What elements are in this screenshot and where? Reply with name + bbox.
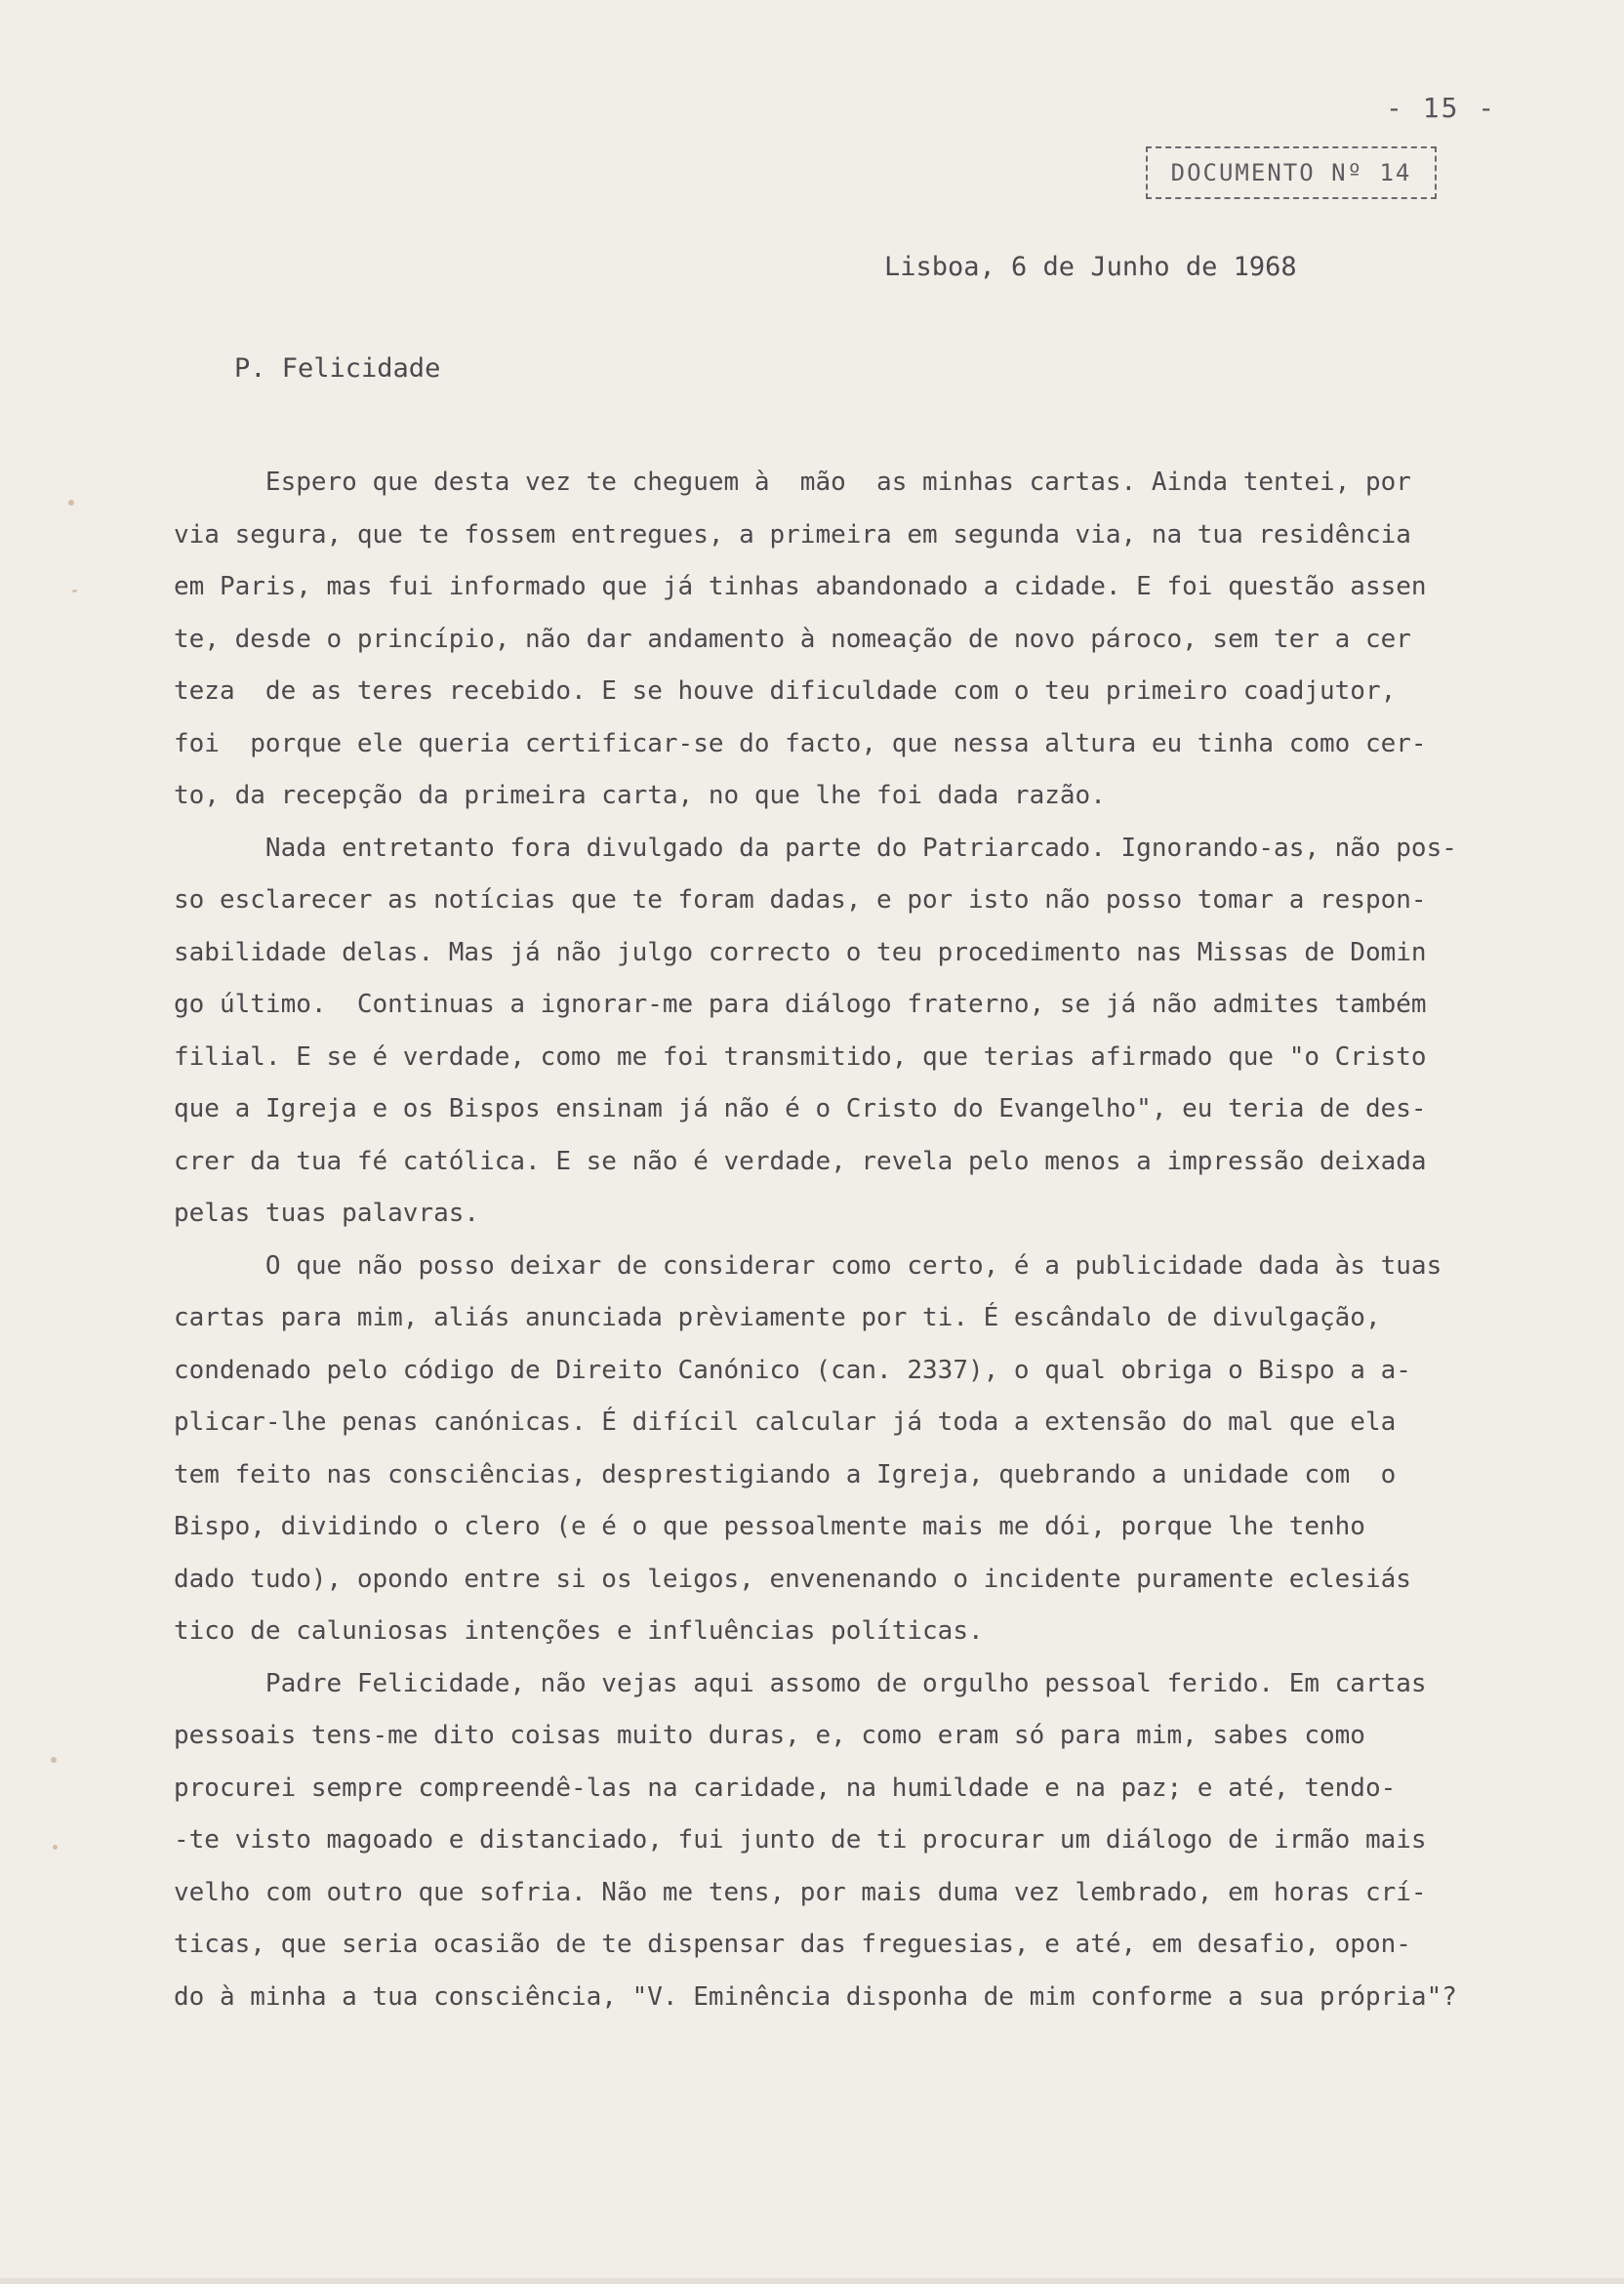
document-number-label: DOCUMENTO Nº 14 bbox=[1170, 159, 1412, 186]
letter-body bbox=[174, 457, 1457, 2023]
body-line: sabilidade delas. Mas já não julgo correcto o teu procedimento nas Missas de Domin bbox=[174, 937, 1427, 967]
body-line: to, da recepção da primeira carta, no que lhe foi dada razão. bbox=[174, 781, 1106, 810]
letter-date: Lisboa, 6 de Junho de 1968 bbox=[884, 252, 1297, 282]
body-line: Bispo, dividindo o clero (e é o que pessoalmente mais me dói, porque lhe tenho bbox=[174, 1512, 1365, 1541]
body-line: dado tudo), opondo entre si os leigos, envenenando o incidente puramente eclesiás bbox=[174, 1564, 1411, 1594]
body-line: go último. Continuas a ignorar-me para diálogo fraterno, se já não admites também bbox=[174, 990, 1427, 1019]
document-number-box bbox=[1146, 146, 1437, 199]
body-line: plicar-lhe penas canónicas. É difícil calcular já toda a extensão do mal que ela bbox=[174, 1407, 1397, 1437]
body-line: pessoais tens-me dito coisas muito duras, e, como eram só para mim, sabes como bbox=[174, 1721, 1365, 1750]
page-number: - 15 - bbox=[1386, 92, 1497, 124]
body-line: procurei sempre compreendê-las na caridade, na humildade e na paz; e até, tendo- bbox=[174, 1773, 1397, 1803]
body-line: pelas tuas palavras. bbox=[174, 1199, 480, 1228]
body-line: Nada entretanto fora divulgado da parte do Patriarcado. Ignorando-as, não pos- bbox=[174, 833, 1457, 863]
body-line: crer da tua fé católica. E se não é verdade, revela pelo menos a impressão deixada bbox=[174, 1146, 1427, 1176]
body-line: -te visto magoado e distanciado, fui junto de ti procurar um diálogo de irmão mais bbox=[174, 1825, 1427, 1855]
letter-salutation: P. Felicidade bbox=[234, 353, 441, 384]
body-line: foi porque ele queria certificar-se do facto, que nessa altura eu tinha como cer- bbox=[174, 728, 1427, 758]
paper-speck bbox=[53, 1845, 58, 1850]
paper-speck bbox=[68, 500, 74, 506]
body-line: Espero que desta vez te cheguem à mão as minhas cartas. Ainda tentei, por bbox=[174, 468, 1411, 497]
body-line: te, desde o princípio, não dar andamento à nomeação de novo pároco, sem ter a cer bbox=[174, 624, 1411, 654]
body-line: filial. E se é verdade, como me foi transmitido, que terias afirmado que "o Cristo bbox=[174, 1041, 1427, 1072]
body-line: condenado pelo código de Direito Canónico (can. 2337), o qual obriga o Bispo a a- bbox=[174, 1355, 1411, 1385]
body-line: cartas para mim, aliás anunciada prèviamente por ti. É escândalo de divulgação, bbox=[174, 1303, 1381, 1332]
body-line: via segura, que te fossem entregues, a primeira em segunda via, na tua residência bbox=[174, 519, 1411, 550]
body-line: em Paris, mas fui informado que já tinhas abandonado a cidade. E foi questão assen bbox=[174, 572, 1427, 601]
body-line: ticas, que seria ocasião de te dispensar das freguesias, e até, em desafio, opon- bbox=[174, 1930, 1411, 1959]
paper-speck bbox=[51, 1757, 57, 1763]
paper-speck bbox=[72, 590, 77, 592]
body-line: velho com outro que sofria. Não me tens, por mais duma vez lembrado, em horas crí- bbox=[174, 1877, 1427, 1907]
body-line: do à minha a tua consciência, "V. Eminência disponha de mim conforme a sua própria"? bbox=[174, 1981, 1457, 2012]
body-line: teza de as teres recebido. E se houve dificuldade com o teu primeiro coadjutor, bbox=[174, 676, 1397, 706]
body-line: tico de caluniosas intenções e influências políticas. bbox=[174, 1616, 984, 1646]
body-line: so esclarecer as notícias que te foram dadas, e por isto não posso tomar a respon- bbox=[174, 885, 1427, 915]
body-line: que a Igreja e os Bispos ensinam já não é o Cristo do Evangelho", eu teria de des- bbox=[174, 1094, 1427, 1123]
body-line: Padre Felicidade, não vejas aqui assomo de orgulho pessoal ferido. Em cartas bbox=[174, 1668, 1427, 1698]
body-line: tem feito nas consciências, desprestigiando a Igreja, quebrando a unidade com o bbox=[174, 1459, 1397, 1489]
body-line: O que não posso deixar de considerar como certo, é a publicidade dada às tuas bbox=[174, 1250, 1442, 1281]
